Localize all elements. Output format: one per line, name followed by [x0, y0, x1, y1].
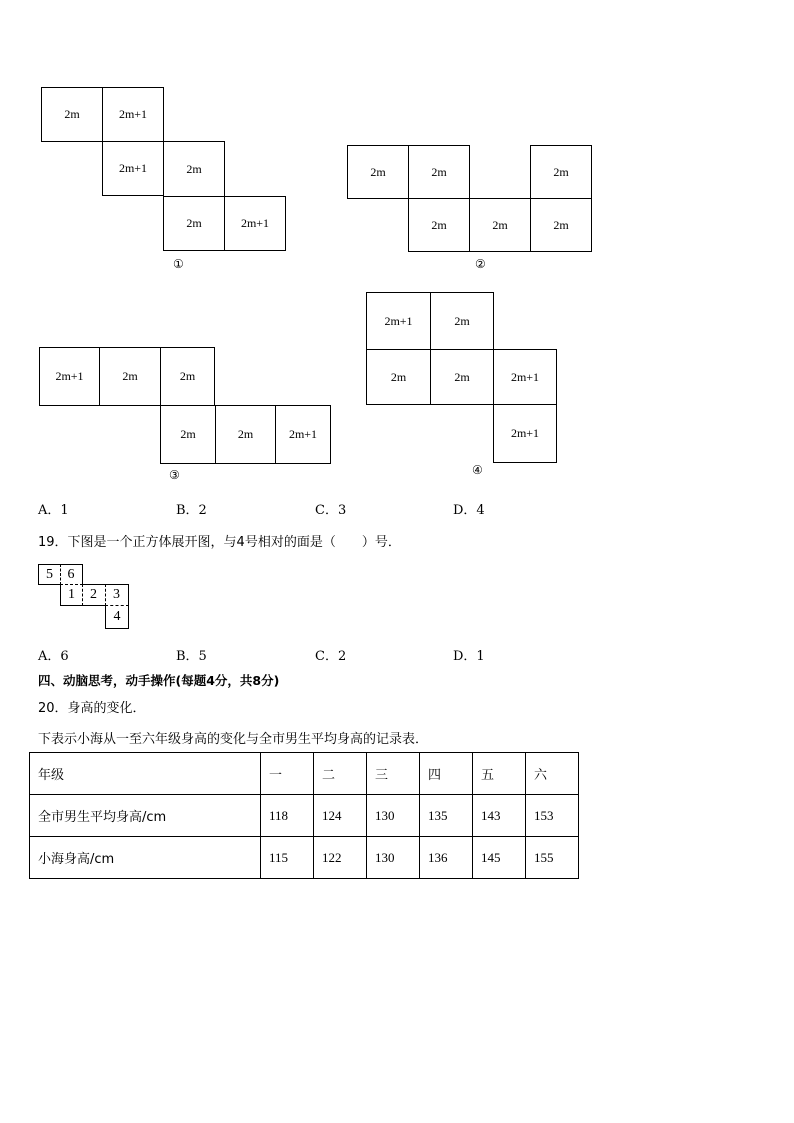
q19-face-2: 2 [82, 584, 106, 606]
net1-face: 2m [163, 196, 225, 251]
table-row [30, 837, 579, 879]
table-cell: 135 [420, 795, 473, 837]
q19-face-1: 1 [60, 584, 83, 606]
q19-face-3: 3 [105, 584, 129, 606]
q18-option-d: D．4 [453, 503, 485, 518]
table-cell: 130 [367, 795, 420, 837]
figure-3-label: ③ [169, 468, 180, 482]
table-cell: 一 [261, 753, 314, 795]
q19-face-4: 4 [105, 605, 129, 629]
table-cell: 153 [526, 795, 579, 837]
net3-face: 2m+1 [39, 347, 100, 406]
net2-face: 2m [408, 198, 470, 252]
table-cell: 五 [473, 753, 526, 795]
q18-option-c: C．3 [315, 503, 347, 518]
net2-face: 2m [530, 198, 592, 252]
net3-face: 2m [160, 405, 216, 464]
figure-1-label: ① [173, 257, 184, 271]
net2-face: 2m [530, 145, 592, 199]
net3-face: 2m [160, 347, 215, 406]
net1-face: 2m [163, 141, 225, 197]
table-cell: 二 [314, 753, 367, 795]
net3-face: 2m+1 [275, 405, 331, 464]
q19-option-d: D．1 [453, 649, 485, 664]
table-cell: 143 [473, 795, 526, 837]
q18-option-b: B．2 [176, 503, 207, 518]
q19-option-c: C．2 [315, 649, 347, 664]
table-cell: 145 [473, 837, 526, 879]
net4-face: 2m [430, 349, 494, 405]
net1-face: 2m+1 [224, 196, 286, 251]
net3-face: 2m [99, 347, 161, 406]
net4-face: 2m [366, 349, 431, 405]
net4-face: 2m+1 [366, 292, 431, 350]
table-cell: 136 [420, 837, 473, 879]
table-row [30, 795, 579, 837]
table-cell: 四 [420, 753, 473, 795]
table-header-row [30, 753, 579, 795]
net4-face: 2m+1 [493, 404, 557, 463]
table-cell: 六 [526, 753, 579, 795]
q19-face-5: 5 [38, 564, 61, 585]
table-cell: 115 [261, 837, 314, 879]
table-cell: 小海身高/cm [30, 837, 261, 879]
q19-option-b: B．5 [176, 649, 207, 664]
table-cell: 124 [314, 795, 367, 837]
table-cell: 全市男生平均身高/cm [30, 795, 261, 837]
net2-face: 2m [408, 145, 470, 199]
table-cell: 118 [261, 795, 314, 837]
q19-question: 19．下图是一个正方体展开图，与4号相对的面是（ ）号． [38, 535, 401, 550]
table-cell: 三 [367, 753, 420, 795]
net2-face: 2m [347, 145, 409, 199]
table-cell: 年级 [30, 753, 261, 795]
figure-4-label: ④ [472, 463, 483, 477]
net1-face: 2m+1 [102, 141, 164, 196]
net1-face: 2m+1 [102, 87, 164, 142]
q19-option-a: A．6 [38, 649, 69, 664]
net3-face: 2m [215, 405, 276, 464]
net4-face: 2m+1 [493, 349, 557, 405]
figure-2-label: ② [475, 257, 486, 271]
q18-option-a: A．1 [38, 503, 69, 518]
net4-face: 2m [430, 292, 494, 350]
q20-title: 20．身高的变化． [38, 701, 146, 716]
table-cell: 130 [367, 837, 420, 879]
height-record-table [29, 752, 579, 879]
net1-face: 2m [41, 87, 103, 142]
table-cell: 122 [314, 837, 367, 879]
net2-face: 2m [469, 198, 531, 252]
q19-face-6: 6 [60, 564, 83, 585]
table-cell: 155 [526, 837, 579, 879]
section-heading: 四、动脑思考，动手操作(每题4分，共8分) [38, 673, 280, 688]
q20-intro: 下表示小海从一至六年级身高的变化与全市男生平均身高的记录表． [38, 732, 429, 747]
